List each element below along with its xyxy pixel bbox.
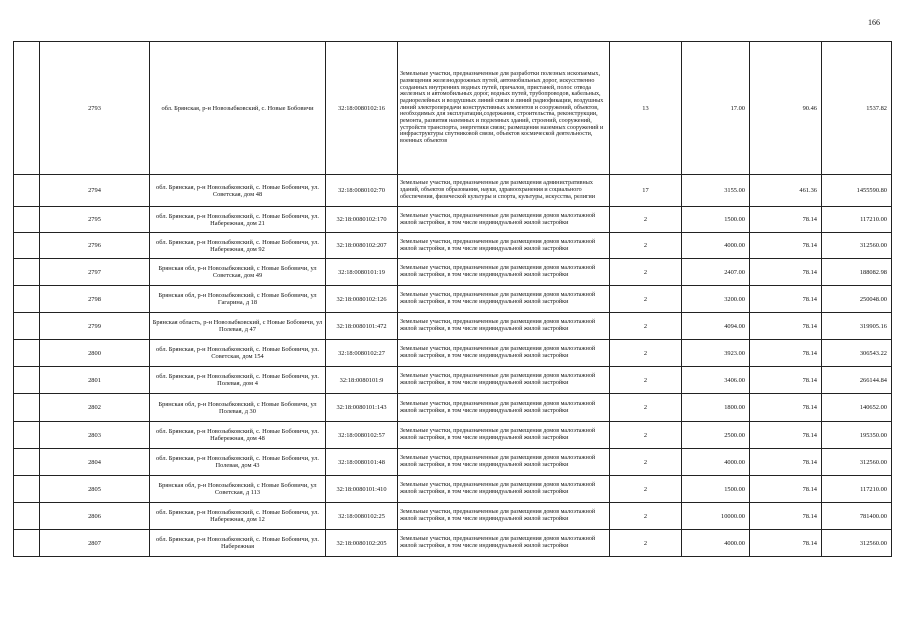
specific-value-cell: 78.14 xyxy=(750,449,822,476)
land-use-purpose-cell: Земельные участки, предназначенные для размещения домов малоэтажной жилой застройки, в том числе индивидуальной жилой застройки xyxy=(398,422,610,449)
empty-cell xyxy=(14,422,40,449)
area-cell: 17.00 xyxy=(682,42,750,175)
land-use-purpose-cell: Земельные участки, предназначенные для размещения домов малоэтажной жилой застройки, в том числе индивидуальной жилой застройки xyxy=(398,207,610,233)
specific-value-cell: 90.46 xyxy=(750,42,822,175)
cadastral-number-cell: 32:18:0080102:25 xyxy=(326,503,398,530)
land-use-purpose-cell: Земельные участки, предназначенные для разработки полезных ископаемых, размещения железнодорожных путей, автомобильных дорог, искусственно созданных внутренних водных путей, причалов, пристаней, полос отвода железных и автомобильных дорог, водных путей, трубопроводов, кабельных, радиорелейных и воздушных линий связи и линий радиофикации, воздушных линий электропередачи конструктивных элементов и сооружений, объектов, необходимых для эксплуатации,содержания, строительства, реконструкции, ремонта, развития наземных и подземных зданий, строений, сооружений, устройств транспорта, энергетики связи; размещения наземных сооружений и инфраструктуры спутниковой связи, объектов космической деятельности, военных объектов xyxy=(398,42,610,175)
cadastral-number-cell: 32:18:0080102:207 xyxy=(326,233,398,259)
address-cell: обл. Брянская, р-н Новозыбковский, с. Новые Бобовичи, ул. Советская, дом 154 xyxy=(150,340,326,367)
empty-cell xyxy=(14,449,40,476)
cadastral-value-cell: 117210.00 xyxy=(822,207,892,233)
area-cell: 2500.00 xyxy=(682,422,750,449)
land-use-purpose-cell: Земельные участки, предназначенные для размещения домов малоэтажной жилой застройки, в том числе индивидуальной жилой застройки xyxy=(398,313,610,340)
cadastral-value-cell: 312560.00 xyxy=(822,530,892,557)
address-cell: обл. Брянская, р-н Новозыбковский, с. Новые Бобовичи xyxy=(150,42,326,175)
address-cell: Брянская обл, р-н Новозыбковский, с Новые Бобовичи, ул Гагарина, д 18 xyxy=(150,286,326,313)
area-cell: 1500.00 xyxy=(682,476,750,503)
group-number-cell: 2 xyxy=(610,394,682,422)
area-cell: 4000.00 xyxy=(682,449,750,476)
land-use-purpose-cell: Земельные участки, предназначенные для размещения домов малоэтажной жилой застройки, в том числе индивидуальной жилой застройки xyxy=(398,340,610,367)
row-number-cell: 2804 xyxy=(40,449,150,476)
table-row xyxy=(14,530,892,557)
cadastral-value-cell: 319905.16 xyxy=(822,313,892,340)
specific-value-cell: 78.14 xyxy=(750,530,822,557)
area-cell: 1500.00 xyxy=(682,207,750,233)
specific-value-cell: 78.14 xyxy=(750,313,822,340)
group-number-cell: 2 xyxy=(610,233,682,259)
group-number-cell: 2 xyxy=(610,286,682,313)
specific-value-cell: 78.14 xyxy=(750,340,822,367)
land-cadastral-table xyxy=(13,41,892,557)
cadastral-value-cell: 306543.22 xyxy=(822,340,892,367)
cadastral-number-cell: 32:18:0080102:27 xyxy=(326,340,398,367)
area-cell: 2407.00 xyxy=(682,259,750,286)
cadastral-value-cell: 1455590.80 xyxy=(822,175,892,207)
area-cell: 10000.00 xyxy=(682,503,750,530)
cadastral-number-cell: 32:18:0080102:205 xyxy=(326,530,398,557)
row-number-cell: 2798 xyxy=(40,286,150,313)
address-cell: обл. Брянская, р-н Новозыбковский, с. Новые Бобовичи, ул. Полевая, дом 4 xyxy=(150,367,326,394)
row-number-cell: 2801 xyxy=(40,367,150,394)
empty-cell xyxy=(14,286,40,313)
cadastral-number-cell: 32:18:0080102:70 xyxy=(326,175,398,207)
land-use-purpose-cell: Земельные участки, предназначенные для размещения домов малоэтажной жилой застройки, в том числе индивидуальной жилой застройки xyxy=(398,367,610,394)
specific-value-cell: 78.14 xyxy=(750,367,822,394)
group-number-cell: 2 xyxy=(610,530,682,557)
cadastral-value-cell: 266144.84 xyxy=(822,367,892,394)
specific-value-cell: 78.14 xyxy=(750,286,822,313)
area-cell: 1800.00 xyxy=(682,394,750,422)
cadastral-number-cell: 32:18:0080101:410 xyxy=(326,476,398,503)
row-number-cell: 2800 xyxy=(40,340,150,367)
cadastral-number-cell: 32:18:0080101:19 xyxy=(326,259,398,286)
specific-value-cell: 78.14 xyxy=(750,394,822,422)
land-use-purpose-cell: Земельные участки, предназначенные для размещения домов малоэтажной жилой застройки, в том числе индивидуальной жилой застройки xyxy=(398,503,610,530)
land-use-purpose-cell: Земельные участки, предназначенные для размещения домов малоэтажной жилой застройки, в том числе индивидуальной жилой застройки xyxy=(398,476,610,503)
row-number-cell: 2803 xyxy=(40,422,150,449)
table-body xyxy=(14,42,892,557)
table-row xyxy=(14,259,892,286)
row-number-cell: 2793 xyxy=(40,42,150,175)
empty-cell xyxy=(14,233,40,259)
address-cell: Брянская обл, р-н Новозыбковский, с Новые Бобовичи, ул Полевая, д 30 xyxy=(150,394,326,422)
cadastral-value-cell: 140652.00 xyxy=(822,394,892,422)
table-row xyxy=(14,233,892,259)
row-number-cell: 2795 xyxy=(40,207,150,233)
address-cell: обл. Брянская, р-н Новозыбковский, с. Новые Бобовичи, ул. Набережная, дом 48 xyxy=(150,422,326,449)
empty-cell xyxy=(14,340,40,367)
table-row xyxy=(14,42,892,175)
specific-value-cell: 78.14 xyxy=(750,476,822,503)
table-row xyxy=(14,313,892,340)
address-cell: обл. Брянская, р-н Новозыбковский, с. Новые Бобовичи, ул. Набережная, дом 92 xyxy=(150,233,326,259)
table-row xyxy=(14,449,892,476)
row-number-cell: 2802 xyxy=(40,394,150,422)
table-row xyxy=(14,286,892,313)
area-cell: 4094.00 xyxy=(682,313,750,340)
group-number-cell: 2 xyxy=(610,449,682,476)
empty-cell xyxy=(14,367,40,394)
row-number-cell: 2806 xyxy=(40,503,150,530)
group-number-cell: 2 xyxy=(610,422,682,449)
area-cell: 3200.00 xyxy=(682,286,750,313)
cadastral-number-cell: 32:18:0080101:9 xyxy=(326,367,398,394)
cadastral-value-cell: 117210.00 xyxy=(822,476,892,503)
cadastral-value-cell: 1537.82 xyxy=(822,42,892,175)
group-number-cell: 2 xyxy=(610,367,682,394)
land-use-purpose-cell: Земельные участки, предназначенные для размещения домов малоэтажной жилой застройки, в том числе индивидуальной жилой застройки xyxy=(398,233,610,259)
land-use-purpose-cell: Земельные участки, предназначенные для размещения домов малоэтажной жилой застройки, в том числе индивидуальной жилой застройки xyxy=(398,530,610,557)
table-row xyxy=(14,503,892,530)
group-number-cell: 2 xyxy=(610,476,682,503)
land-use-purpose-cell: Земельные участки, предназначенные для размещения административных зданий, объектов образования, науки, здравоохранения и социального обеспечения, физической культуры и спорта, культуры, искусства, религии xyxy=(398,175,610,207)
land-use-purpose-cell: Земельные участки, предназначенные для размещения домов малоэтажной жилой застройки, в том числе индивидуальной жилой застройки xyxy=(398,394,610,422)
group-number-cell: 2 xyxy=(610,340,682,367)
address-cell: Брянская область, р-н Новозыбковский, с Новые Бобовичи, ул Полевая, д 47 xyxy=(150,313,326,340)
specific-value-cell: 78.14 xyxy=(750,207,822,233)
specific-value-cell: 78.14 xyxy=(750,233,822,259)
table-row xyxy=(14,367,892,394)
page-number: 166 xyxy=(868,18,880,27)
cadastral-number-cell: 32:18:0080102:16 xyxy=(326,42,398,175)
group-number-cell: 2 xyxy=(610,503,682,530)
address-cell: обл. Брянская, р-н Новозыбковский, с. Новые Бобовичи, ул. Полевая, дом 43 xyxy=(150,449,326,476)
group-number-cell: 2 xyxy=(610,313,682,340)
land-use-purpose-cell: Земельные участки, предназначенные для размещения домов малоэтажной жилой застройки, в том числе индивидуальной жилой застройки xyxy=(398,449,610,476)
group-number-cell: 2 xyxy=(610,259,682,286)
address-cell: обл. Брянская, р-н Новозыбковский, с. Новые Бобовичи, ул. Советская, дом 48 xyxy=(150,175,326,207)
area-cell: 3155.00 xyxy=(682,175,750,207)
address-cell: Брянская обл, р-н Новозыбковский, с Новые Бобовичи, ул Советская, д 113 xyxy=(150,476,326,503)
cadastral-number-cell: 32:18:0080102:126 xyxy=(326,286,398,313)
cadastral-number-cell: 32:18:0080102:170 xyxy=(326,207,398,233)
group-number-cell: 17 xyxy=(610,175,682,207)
cadastral-value-cell: 312560.00 xyxy=(822,233,892,259)
specific-value-cell: 78.14 xyxy=(750,259,822,286)
land-use-purpose-cell: Земельные участки, предназначенные для размещения домов малоэтажной жилой застройки, в том числе индивидуальной жилой застройки xyxy=(398,259,610,286)
cadastral-value-cell: 781400.00 xyxy=(822,503,892,530)
cadastral-number-cell: 32:18:0080101:48 xyxy=(326,449,398,476)
empty-cell xyxy=(14,207,40,233)
cadastral-number-cell: 32:18:0080101:472 xyxy=(326,313,398,340)
empty-cell xyxy=(14,503,40,530)
table-row xyxy=(14,340,892,367)
area-cell: 3406.00 xyxy=(682,367,750,394)
empty-cell xyxy=(14,530,40,557)
empty-cell xyxy=(14,42,40,175)
cadastral-value-cell: 195350.00 xyxy=(822,422,892,449)
group-number-cell: 2 xyxy=(610,207,682,233)
table-row xyxy=(14,207,892,233)
row-number-cell: 2796 xyxy=(40,233,150,259)
specific-value-cell: 461.36 xyxy=(750,175,822,207)
row-number-cell: 2807 xyxy=(40,530,150,557)
area-cell: 3923.00 xyxy=(682,340,750,367)
table-row xyxy=(14,394,892,422)
table-row xyxy=(14,422,892,449)
empty-cell xyxy=(14,313,40,340)
area-cell: 4000.00 xyxy=(682,530,750,557)
empty-cell xyxy=(14,394,40,422)
address-cell: Брянская обл, р-н Новозыбковский, с Новые Бобовичи, ул Советская, дом 49 xyxy=(150,259,326,286)
address-cell: обл. Брянская, р-н Новозыбковский, с. Новые Бобовичи, ул. Набережная, дом 12 xyxy=(150,503,326,530)
area-cell: 4000.00 xyxy=(682,233,750,259)
cadastral-value-cell: 312560.00 xyxy=(822,449,892,476)
address-cell: обл. Брянская, р-н Новозыбковский, с. Новые Бобовичи, ул. Набережная xyxy=(150,530,326,557)
empty-cell xyxy=(14,175,40,207)
row-number-cell: 2797 xyxy=(40,259,150,286)
cadastral-number-cell: 32:18:0080101:143 xyxy=(326,394,398,422)
group-number-cell: 13 xyxy=(610,42,682,175)
specific-value-cell: 78.14 xyxy=(750,422,822,449)
table-row xyxy=(14,476,892,503)
address-cell: обл. Брянская, р-н Новозыбковский, с. Новые Бобовичи, ул. Набережная, дом 21 xyxy=(150,207,326,233)
empty-cell xyxy=(14,259,40,286)
table-row xyxy=(14,175,892,207)
land-use-purpose-cell: Земельные участки, предназначенные для размещения домов малоэтажной жилой застройки, в том числе индивидуальной жилой застройки xyxy=(398,286,610,313)
row-number-cell: 2799 xyxy=(40,313,150,340)
row-number-cell: 2805 xyxy=(40,476,150,503)
cadastral-value-cell: 250048.00 xyxy=(822,286,892,313)
cadastral-value-cell: 188082.98 xyxy=(822,259,892,286)
empty-cell xyxy=(14,476,40,503)
specific-value-cell: 78.14 xyxy=(750,503,822,530)
row-number-cell: 2794 xyxy=(40,175,150,207)
cadastral-number-cell: 32:18:0080102:57 xyxy=(326,422,398,449)
